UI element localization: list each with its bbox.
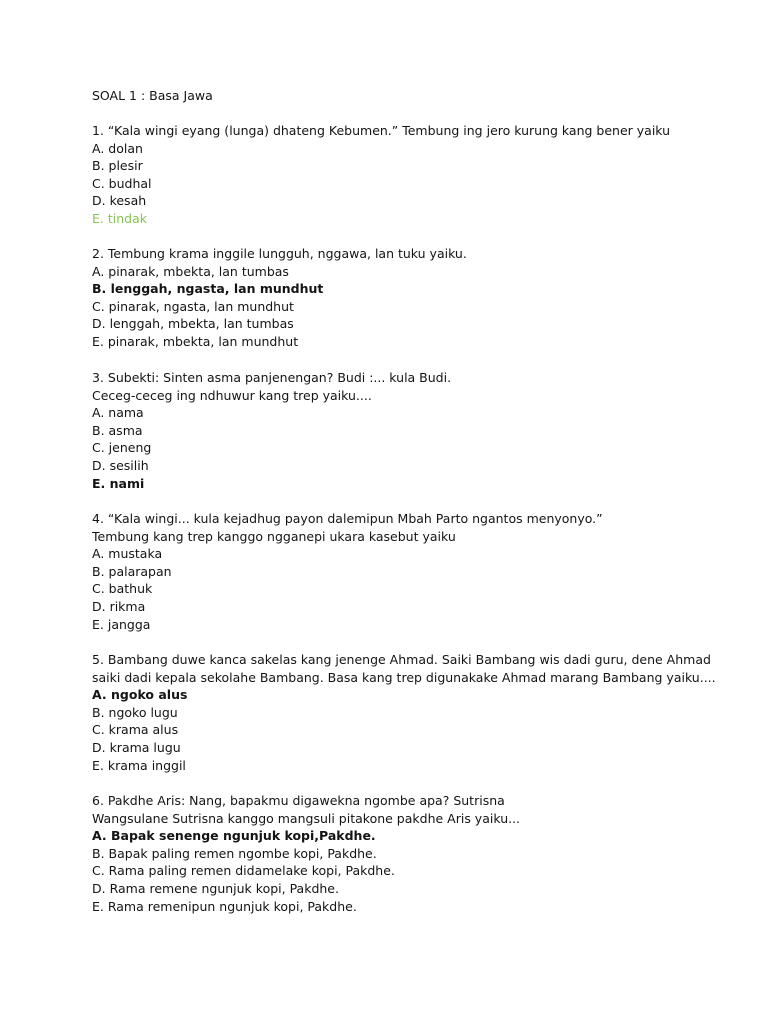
answer-option: C. pinarak, ngasta, lan mundhut [92, 298, 294, 314]
answer-option: E. Rama remenipun ngunjuk kopi, Pakdhe. [92, 898, 357, 914]
answer-option-bold: E. nami [92, 475, 145, 491]
answer-option: E. jangga [92, 616, 151, 632]
answer-option: B. ngoko lugu [92, 704, 178, 720]
question-1 [92, 122, 732, 228]
answer-option: D. krama lugu [92, 739, 181, 755]
answer-option: D. rikma [92, 598, 146, 614]
answer-option: B. palarapan [92, 563, 172, 579]
answer-option-bold: A. Bapak senenge ngunjuk kopi,Pakdhe. [92, 828, 376, 844]
answer-option: E. krama inggil [92, 757, 186, 773]
answer-option-bold: B. lenggah, ngasta, lan mundhut [92, 281, 324, 297]
answer-option: C. budhal [92, 175, 152, 191]
question-stem: Wangsulane Sutrisna kanggo mangsuli pitakone pakdhe Aris yaiku... [92, 810, 521, 826]
question-stem: 4. “Kala wingi... kula kejadhug payon dalemipun Mbah Parto ngantos menyonyo.” [92, 511, 603, 526]
question-stem: 3. Subekti: Sinten asma panjenengan? Budi :... kula Budi. [92, 370, 452, 385]
document-title: SOAL 1 : Basa Jawa [92, 88, 213, 103]
answer-option: A. nama [92, 405, 144, 421]
question-3 [92, 369, 732, 492]
answer-option: B. Bapak paling remen ngombe kopi, Pakdhe. [92, 845, 377, 861]
question-stem: Tembung kang trep kanggo ngganepi ukara kasebut yaiku [92, 528, 456, 544]
question-stem: Ceceg-ceceg ing ndhuwur kang trep yaiku.... [92, 387, 372, 403]
answer-option: A. mustaka [92, 546, 163, 562]
answer-option: D. lenggah, mbekta, lan tumbas [92, 316, 294, 332]
question-5 [92, 651, 732, 774]
answer-option-highlighted: E. tindak [92, 210, 147, 226]
answer-option: D. sesilih [92, 457, 149, 473]
question-stem: saiki dadi kepala sekolahe Bambang. Basa kang trep digunakake Ahmad marang Bambang yaiku.... [92, 669, 716, 685]
question-2 [92, 245, 732, 351]
question-stem: 6. Pakdhe Aris: Nang, bapakmu digawekna ngombe apa? Sutrisna [92, 793, 505, 808]
answer-option: B. asma [92, 422, 143, 438]
question-stem: 2. Tembung krama inggile lungguh, nggawa, lan tuku yaiku. [92, 246, 467, 261]
question-stem: 1. “Kala wingi eyang (lunga) dhateng Kebumen.” Tembung ing jero kurung kang bener yaiku [92, 123, 671, 138]
answer-option: C. krama alus [92, 722, 179, 738]
question-4 [92, 510, 732, 633]
answer-option: A. dolan [92, 140, 143, 156]
answer-option: C. bathuk [92, 581, 153, 597]
answer-option: D. kesah [92, 193, 147, 209]
answer-option: B. plesir [92, 158, 143, 174]
answer-option: D. Rama remene ngunjuk kopi, Pakdhe. [92, 880, 339, 896]
answer-option: C. jeneng [92, 440, 152, 456]
answer-option: E. pinarak, mbekta, lan mundhut [92, 333, 299, 349]
answer-option-bold: A. ngoko alus [92, 687, 188, 703]
answer-option: A. pinarak, mbekta, lan tumbas [92, 263, 289, 279]
question-stem: 5. Bambang duwe kanca sakelas kang jenenge Ahmad. Saiki Bambang wis dadi guru, dene Ahmad [92, 652, 711, 667]
question-6 [92, 792, 732, 915]
answer-option: C. Rama paling remen didamelake kopi, Pakdhe. [92, 863, 395, 879]
